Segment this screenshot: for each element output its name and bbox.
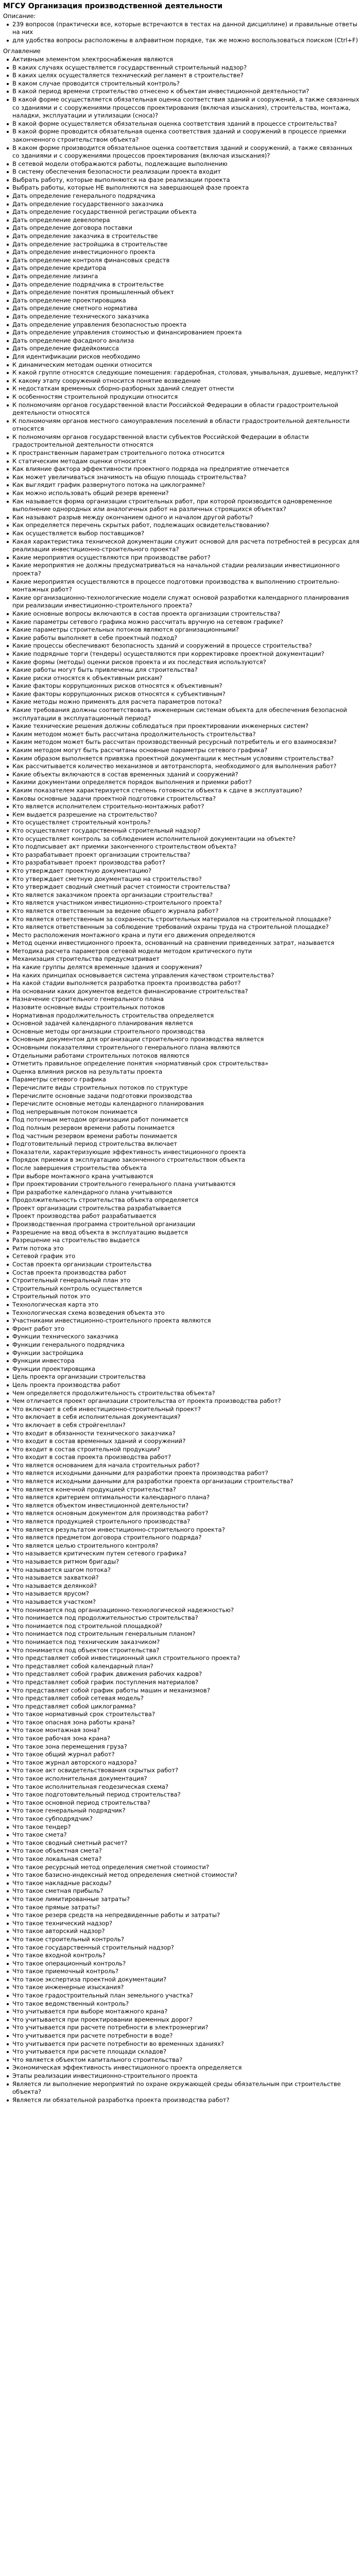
question-item: Что такое лимитированные затраты? (12, 1895, 360, 1904)
question-item: Что называется ритмом бригады? (12, 1558, 360, 1566)
question-item: Отметить правильное определение понятия «нормативный срок строительства» (12, 1060, 360, 1068)
question-item: Дать определение лизинга (12, 273, 360, 281)
question-item: Что понимается под продолжительностью строительства? (12, 1614, 360, 1622)
question-item: Строительный поток это (12, 1293, 360, 1301)
question-item: Что такое прямые затраты? (12, 1904, 360, 1912)
question-item: Что такое резерв средств на непредвиденные работы и затраты? (12, 1911, 360, 1920)
question-item: Что такое общий журнал работ? (12, 1751, 360, 1759)
question-item: Что такое основной период строительства? (12, 1799, 360, 1807)
question-item: Что является предметом договора строительного подряда? (12, 1534, 360, 1542)
question-item: Кто является исполнителем строительно-монтажных работ? (12, 803, 360, 811)
question-item: Что учитывается при проектировании временных дорог? (12, 2016, 360, 2024)
question-item: Что такое авторский надзор? (12, 1927, 360, 1936)
question-item: Продолжительность строительства объекта определяется (12, 1196, 360, 1205)
question-item: Каким методом может быть рассчитана продолжительность строительства? (12, 731, 360, 739)
question-item: Что учитывается при расчете потребности в воде? (12, 2032, 360, 2040)
question-item: В сетевой модели отображаются работы, подлежащие выполнению (12, 160, 360, 168)
question-item: Перечислите виды строительных потоков по структуре (12, 1084, 360, 1092)
question-item: Функции застройщика (12, 1349, 360, 1358)
question-item: Экономическая эффективность инвестиционного проекта определяется (12, 2064, 360, 2072)
question-item: Что понимается под организационно-технологической надежностью? (12, 1606, 360, 1615)
question-item: Основным документом для организации строительного производства является (12, 1036, 360, 1044)
question-item: Что является конечной продукцией строительства? (12, 1486, 360, 1494)
question-item: Как называется форма организации строительных работ, при которой производится одновременное выполнение однородных или аналогичных работ на различных строящихся объектах? (12, 498, 360, 514)
question-item: Что представляет собой график поступления материалов? (12, 1679, 360, 1687)
question-item: Кто является ответственным за соблюдение требований охраны труда на строительной площадке? (12, 923, 360, 931)
question-item: Что является исходными данными для разработки проекта организации строительства? (12, 1478, 360, 1486)
question-item: На какой стадии выполняется разработка проекта производства работ? (12, 979, 360, 988)
question-item: Перечислите основные методы календарного планирования (12, 1100, 360, 1108)
question-item: Дать определение подрядчика в строительстве (12, 281, 360, 289)
question-item: Под непрерывным потоком понимается (12, 1108, 360, 1116)
question-item: Порядок приемки в эксплуатацию законченного строительством объекта (12, 1156, 360, 1164)
question-item: Каким методом может быть рассчитан производственный ресурсный потребитель и его взаимосвязи? (12, 738, 360, 747)
question-item: Сетевой график это (12, 1252, 360, 1261)
question-item: Что такое операционный контроль? (12, 1960, 360, 1968)
question-item: Методика расчета параметров сетевой модели методом критического пути (12, 947, 360, 956)
question-item: Какие объекты включаются в состав временных зданий и сооружений? (12, 771, 360, 779)
question-item: На какие группы делятся временные здания и сооружения? (12, 963, 360, 972)
question-item: Строительный генеральный план это (12, 1277, 360, 1285)
question-item: Что такое государственный строительный надзор? (12, 1944, 360, 1952)
question-item: Нормативная продолжительность строительства определяется (12, 1012, 360, 1020)
question-item: Что такое генеральный подрядчик? (12, 1807, 360, 1815)
question-item: Состав проекта производства работ (12, 1269, 360, 1277)
question-item: Функции инвестора (12, 1357, 360, 1365)
question-item: К какому этапу сооружений относится понятие возведение (12, 377, 360, 385)
question-item: Проект производства работ разрабатывается (12, 1212, 360, 1221)
question-item: К какой группе относятся следующие помещения: гардеробная, столовая, умывальная, душевые, медпункт? (12, 369, 360, 377)
question-item: Проект организации строительства разрабатывается (12, 1205, 360, 1213)
question-item: Какие параметры строительных потоков являются организационными? (12, 626, 360, 634)
question-item: Какие методы можно применять для расчета параметров потока? (12, 698, 360, 706)
page-title: МГСУ Организация производственной деятельности (3, 2, 223, 10)
question-item: В каких целях осуществляется технический регламент в строительстве? (12, 72, 360, 80)
question-item: Что представляет собой график движения рабочих кадров? (12, 1670, 360, 1679)
question-item: Что представляет собой инвестиционный цикл строительного проекта? (12, 1654, 360, 1663)
question-item: Что входит в состав проекта производства работ? (12, 1453, 360, 1462)
question-item: Под поточным методом организации работ понимается (12, 1116, 360, 1124)
question-item: Что такое рабочая зона крана? (12, 1735, 360, 1743)
question-item: Место расположения монтажного крана и пути его движения определяются (12, 931, 360, 940)
question-item: Что такое журнал авторского надзора? (12, 1759, 360, 1767)
question-item: Что такое входной контроль? (12, 1952, 360, 1960)
contents-label: Оглавление (3, 47, 41, 55)
question-item: Назначение строительного генерального плана (12, 995, 360, 1004)
question-item: Что такое сметная прибыль? (12, 1887, 360, 1895)
question-item: Что учитывается при расчете площади складов? (12, 2048, 360, 2056)
question-item: К недостаткам временных сборно-разборных зданий следует отнести (12, 385, 360, 393)
question-item: В каких случаях осуществляется государственный строительный надзор? (12, 64, 360, 72)
question-item: Технологическая карта это (12, 1301, 360, 1309)
question-item: Какие риски относятся к объективным рискам? (12, 674, 360, 683)
question-item: К полномочиям органов местного самоуправления поселений в области градостроительной деятельности относятся (12, 417, 360, 433)
question-item: Участниками инвестиционно-строительного проекта являются (12, 1317, 360, 1325)
question-item: Для идентификации рисков необходимо (12, 353, 360, 361)
question-item: Каковы основные задачи проектной подготовки строительства? (12, 795, 360, 803)
question-item: Как можно использовать общий резерв времени? (12, 489, 360, 498)
question-item: Кто разрабатывает проект организации строительства? (12, 851, 360, 859)
question-item: Дать определение сметного норматива (12, 304, 360, 313)
question-item: Механизация строительства предусматривает (12, 955, 360, 963)
question-item: Какие основные вопросы включаются в состав проекта организации строительства? (12, 610, 360, 618)
questions-list (3, 56, 360, 2104)
question-item: Как определяется перечень скрытых работ, подлежащих освидетельствованию? (12, 521, 360, 530)
question-item: Состав проекта организации строительства (12, 1261, 360, 1269)
question-item: Показатели, характеризующие эффективность инвестиционного проекта (12, 1148, 360, 1157)
question-item: Подготовительный период строительства включает (12, 1140, 360, 1148)
question-item: На каких принципах основывается система управления качеством строительства? (12, 972, 360, 980)
question-item: Производственная программа строительной организации (12, 1221, 360, 1229)
question-item: Оценка влияния рисков на результаты проекта (12, 1068, 360, 1076)
question-item: Каким показателем характеризуется степень готовности объекта к сдаче в эксплуатацию? (12, 787, 360, 795)
question-item: Дать определение инвестиционного проекта (12, 248, 360, 257)
question-item: Что такое строительный контроль? (12, 1936, 360, 1944)
question-item: Что называется ярусом? (12, 1590, 360, 1598)
question-item: Что является целью строительного контроля? (12, 1542, 360, 1550)
question-item: Этапы реализации инвестиционно-строительного проекта (12, 2072, 360, 2080)
question-item: Основными показателями строительного генерального плана являются (12, 1044, 360, 1052)
question-item: Что понимается под техническим заказчиком? (12, 1638, 360, 1647)
question-item: Что такое акт освидетельствования скрытых работ? (12, 1767, 360, 1775)
question-item: К статическим методам оценки относится (12, 457, 360, 466)
question-item: Какие мероприятия осуществляются при производстве работ? (12, 554, 360, 562)
question-item: Какие мероприятия осуществляются в процессе подготовки производства к выполнению строительно-монтажных работ? (12, 578, 360, 594)
question-item: В систему обеспечения безопасности реализации проекта входит (12, 168, 360, 176)
question-item: В какой форме осуществляется обязательная оценка соответствия зданий и сооружений, а также связанных со зданиями и с сооружениями процессов проектирования (включая изыскания), строительства, монтажа, наладки, эксплуатации и утилизации (сноса)? (12, 95, 359, 120)
question-item: Цель проекта производства работ (12, 1381, 360, 1389)
question-item: Что понимается под строительной площадкой? (12, 1622, 360, 1631)
question-item: Активным элементом электроснабжения являются (12, 56, 360, 64)
question-item: Что такое опасная зона работы крана? (12, 1719, 360, 1727)
question-item: Что является исходными данными для разработки проекта производства работ? (12, 1469, 360, 1478)
question-item: Как выглядит график развернутого потока на циклограмме? (12, 481, 360, 489)
question-item: Кто является заказчиком проекта организации строительства? (12, 891, 360, 900)
question-item: Параметры сетевого графика (12, 1076, 360, 1084)
question-item: Что такое сводный сметный расчет? (12, 1839, 360, 1848)
question-item: Кто осуществляет государственный строительный надзор? (12, 827, 360, 835)
question-item: Что включает в себя инвестиционно-строительный проект? (12, 1405, 360, 1414)
question-item: Выбрать работу, которые выполняются на фазе реализации проекта (12, 176, 360, 184)
question-item: Кто утверждает сводный сметный расчет стоимости строительства? (12, 883, 360, 891)
question-item: Функции проектировщика (12, 1365, 360, 1374)
question-item: Что учитывается при выборе монтажного крана? (12, 2008, 360, 2016)
question-item: Выбрать работы, которые НЕ выполняются на завершающей фазе проекта (12, 184, 360, 192)
question-item: Кто утверждает сметную документацию на строительство? (12, 875, 360, 884)
question-item: Что включает в себя стройгенплан? (12, 1421, 360, 1430)
question-item: Как может увеличиваться значимость на общую площадь строительства? (12, 473, 360, 482)
question-item: Отдельными работами строительных потоков являются (12, 1052, 360, 1060)
question-item: Что такое локальная смета? (12, 1855, 360, 1863)
question-item: Кто разрабатывает проект производства работ? (12, 859, 360, 867)
question-item: Строительный контроль осуществляется (12, 1285, 360, 1293)
question-item: Кто является ответственным за сохранность строительных материалов на строительной площадке? (12, 916, 360, 924)
question-item: Что такое инженерные изыскания? (12, 1984, 360, 1992)
question-item: После завершения строительства объекта (12, 1164, 360, 1173)
question-item: Под частным резервом времени работы понимается (12, 1132, 360, 1141)
question-item: Основной задачей календарного планирования является (12, 1020, 360, 1028)
question-item: Что такое исполнительная геодезическая схема? (12, 1783, 360, 1791)
question-item: Что включает в себя исполнительная документация? (12, 1413, 360, 1421)
question-item: В какой период времени строительство отнесено к объектам инвестиционной деятельности? (12, 88, 360, 96)
question-item: Дать определение понятия промышленный объект (12, 289, 360, 297)
question-item: Что входит в состав строительной продукции? (12, 1446, 360, 1454)
question-item: Что такое монтажная зона? (12, 1726, 360, 1735)
question-item: Кто утверждает проектную документацию? (12, 867, 360, 875)
question-item: Какие факторы коррупционных рисков относятся к субъективным? (12, 690, 360, 699)
question-item: Что является основным документом для производства работ? (12, 1510, 360, 1518)
question-item: Что такое накладные расходы? (12, 1879, 360, 1888)
question-item: Что называется захваткой? (12, 1574, 360, 1582)
question-item: При разработке календарного плана учитываются (12, 1189, 360, 1197)
question-item: Дать определение контроля финансовых средств (12, 257, 360, 265)
question-item: Что такое ресурсный метод определения сметной стоимости? (12, 1863, 360, 1872)
description-item: 239 вопросов (практически все, которые встречаются в тестах на данной дисциплине) и правильные ответы на них (12, 21, 360, 37)
question-item: Что называется участком? (12, 1598, 360, 1606)
question-item: Что понимается под строительным генеральным планом? (12, 1630, 360, 1638)
question-item: Что представляет собой циклограмма? (12, 1703, 360, 1711)
question-item: В какой форме осуществляется обязательная оценка соответствия зданий в процессе строительства? (12, 120, 360, 128)
question-item: Что называется критическим путем сетевого графика? (12, 1550, 360, 1558)
question-item: Что представляет собой календарный план? (12, 1663, 360, 1671)
question-item: Ритм потока это (12, 1245, 360, 1253)
question-item: Что такое приемочный контроль? (12, 1968, 360, 1976)
question-item: Дать определение государственной регистрации объекта (12, 208, 360, 216)
question-item: К полномочиям органов государственной власти Российской Федерации в области градостроительной деятельности относятся (12, 401, 360, 417)
question-item: Кем выдается разрешение на строительство? (12, 811, 360, 819)
question-item: Что представляет собой сетевая модель? (12, 1694, 360, 1703)
question-item: Разрешение на строительство выдается (12, 1236, 360, 1245)
question-item: При проектировании строительного генерального плана учитываются (12, 1180, 360, 1189)
question-item: Что является продукцией строительного производства? (12, 1518, 360, 1526)
question-item: Что такое ведомственный контроль? (12, 2000, 360, 2008)
question-item: Метод оценки инвестиционного проекта, основанный на сравнении приведенных затрат, называется (12, 939, 360, 947)
question-item: Какие факторы коррупционных рисков относятся к объективным? (12, 682, 360, 690)
question-item: Перечислите основные задачи подготовки производства (12, 1092, 360, 1100)
question-item: Кто осуществляет контроль за соблюдением исполнительной документации на объекте? (12, 835, 360, 843)
question-item: Что является объектом инвестиционной деятельности? (12, 1502, 360, 1510)
question-item: Дать определение управления стоимостью и финансированием проекта (12, 329, 360, 337)
question-item: Дать определение управления безопасностью проекта (12, 321, 360, 329)
question-item: Какими документами определяется порядок выполнения и приемки работ? (12, 778, 360, 787)
question-item: Функции генерального подрядчика (12, 1341, 360, 1349)
question-item: В каком форме производится обязательное оценка соответствия зданий и сооружений, а также связанных со зданиями и с сооружениями процессов проектирования (включая изыскания)? (12, 144, 360, 160)
question-item: При выборе монтажного крана учитываются (12, 1173, 360, 1181)
question-item: Что такое нормативный срок строительства? (12, 1710, 360, 1719)
question-item: Что входит в обязанности технического заказчика? (12, 1430, 360, 1438)
question-item: Дать определение договора поставки (12, 224, 360, 232)
question-item: Что является результатом инвестиционно-строительного проекта? (12, 1526, 360, 1534)
question-item: Под полным резервом времени работы понимается (12, 1124, 360, 1132)
question-item: Чем определяется продолжительность строительства объекта? (12, 1389, 360, 1398)
question-item: Фронт работ это (12, 1325, 360, 1333)
question-item: Цель проекта организации строительства (12, 1373, 360, 1381)
question-item: Что такое экспертиза проектной документации? (12, 1976, 360, 1984)
question-item: Что такое исполнительная документация? (12, 1775, 360, 1783)
question-item: Дать определение заказчика в строительстве (12, 232, 360, 241)
question-item: Какие организационно-технологические модели служат основой разработки календарного планирования при реализации инвестиционно-строительного проекта? (12, 594, 360, 610)
question-item: Какие мероприятия не должны предусматриваться на начальной стадии реализации инвестиционного проекта? (12, 562, 360, 578)
question-item: Что называется шагом потока? (12, 1566, 360, 1574)
question-item: Является ли обязательной разработка проекта производства работ? (12, 2096, 360, 2105)
question-item: Назовите основные виды строительных потоков (12, 1004, 360, 1012)
question-item: Что учитывается при расчете потребности во временных зданиях? (12, 2040, 360, 2048)
question-item: Как осуществляется выбор поставщиков? (12, 530, 360, 538)
question-item: Что понимается под объектом строительства? (12, 1647, 360, 1655)
question-item: К особенностям строительной продукции относится (12, 393, 360, 401)
question-item: Какая характеристика технической документации служит основой для расчета потребностей в ресурсах для реализации инвестиционно-строительного проекта? (12, 537, 359, 553)
question-item: Дать определение проектировщика (12, 297, 360, 305)
question-item: Какие технические решения должны соблюдаться при проектировании инженерных систем? (12, 722, 360, 731)
question-item: Что такое тендер? (12, 1823, 360, 1832)
question-item: Какие формы (методы) оценки рисков проекта и их последствия используются? (12, 658, 360, 667)
question-item: В какой форме проводится обязательная оценка соответствия зданий и сооружений в процессе приемки законченного строительством объекта? (12, 128, 360, 144)
question-item: Чем отличается проект организации строительства от проекта производства работ? (12, 1397, 360, 1405)
question-item: Дать определение девелопера (12, 216, 360, 225)
question-item: Как влияние фактора эффективности проектного подряда на предприятие отмечается (12, 465, 360, 473)
question-item: Что такое градостроительный план земельного участка? (12, 1992, 360, 2000)
question-item: Функции технического заказчика (12, 1333, 360, 1341)
question-item: Что называется делянкой? (12, 1582, 360, 1590)
question-item: Что является основанием для начала строительных работ? (12, 1462, 360, 1470)
question-item: Что такое объектная смета? (12, 1847, 360, 1855)
question-item: Основные методы организации строительного производства (12, 1028, 360, 1036)
question-item: Что такое подготовительный период строительства? (12, 1791, 360, 1799)
question-item: Кто осуществляет строительный контроль? (12, 819, 360, 827)
question-item: В каком случае проводится строительный контроль? (12, 80, 360, 88)
description-list (3, 21, 360, 45)
description-label: Описание: (3, 12, 36, 20)
question-item: Каким образом выполняется привязка проектной документации к местным условиям строительства? (12, 755, 360, 763)
question-item: Дать определение генерального подрядчика (12, 192, 360, 200)
question-item: Что такое субподрядчик? (12, 1815, 360, 1823)
question-item: Технологическая схема возведения объекта это (12, 1309, 360, 1317)
question-item: Дать определение фидейкомисса (12, 345, 360, 353)
question-item: Что входит в состав временных зданий и сооружений? (12, 1437, 360, 1446)
question-item: К динамическим методам оценки относится (12, 361, 360, 369)
question-item: Что представляет собой график работы машин и механизмов? (12, 1687, 360, 1695)
question-item: Какие процессы обеспечивают безопасность зданий и сооружений в процессе строительства? (12, 642, 360, 650)
question-item: Что учитывается при расчете потребности в электроэнергии? (12, 2024, 360, 2032)
question-item: Что является объектом капитального строительства? (12, 2056, 360, 2064)
question-item: Какие работы выполняет в себе проектный подход? (12, 634, 360, 642)
question-item: Дать определение государственного заказчика (12, 200, 360, 209)
question-item: Каким методом могут быть рассчитаны основные параметры сетевого графика? (12, 747, 360, 755)
question-item: Как рассчитывается количество механизмов и автотранспорта, необходимого для выполнения работ? (12, 762, 360, 771)
description-item: для удобства вопросы расположены в алфавитном порядке, так же можно воспользоваться поиском (Ctrl+F) (12, 37, 360, 45)
question-item: К пространственным параметрам строительного потока относится (12, 449, 360, 457)
question-item: Кто подписывает акт приемки законченного строительством объекта? (12, 843, 360, 851)
question-item: Какие параметры сетевого графика можно рассчитать вручную на сетевом графике? (12, 618, 360, 626)
question-item: Как называют разрыв между окончанием одного и началом другой работы? (12, 514, 360, 522)
question-item: Дать определение технического заказчика (12, 313, 360, 321)
question-item: На основании каких документов ведется финансирование строительства? (12, 988, 360, 996)
question-item: Дать определение фасадного анализа (12, 337, 360, 345)
question-item: Кто является ответственным за ведение общего журнала работ? (12, 907, 360, 916)
question-item: Какие подрядные торги (тендеры) осуществляются при корректировке проектной документации? (12, 650, 360, 658)
question-item: Какие требования должны соответствовать инженерным системам объекта для обеспечения безопасной эксплуатации в эксплуатационный период? (12, 706, 360, 722)
question-item: Что является критерием оптимальности календарного плана? (12, 1494, 360, 1502)
question-item: Что такое базисно-индексный метод определения сметной стоимости? (12, 1871, 360, 1879)
question-item: Что такое смета? (12, 1831, 360, 1839)
question-item: Что такое технический надзор? (12, 1920, 360, 1928)
question-item: Дать определение кредитора (12, 264, 360, 273)
question-item: К полномочиям органов государственной власти субъектов Российской Федерации в области градостроительной деятельности относятся (12, 433, 360, 449)
question-item: Кто является участником инвестиционно-строительного проекта? (12, 899, 360, 907)
question-item: Разрешение на ввод объекта в эксплуатацию выдается (12, 1229, 360, 1237)
question-item: Что такое зона перемещения груза? (12, 1743, 360, 1751)
question-item: Дать определение застройщика в строительстве (12, 241, 360, 249)
question-item: Какие работы могут быть привлечены для строительства? (12, 666, 360, 674)
question-item: Является ли выполнение мероприятий по охране окружающей среды обязательным при строительстве объекта? (12, 2080, 360, 2096)
